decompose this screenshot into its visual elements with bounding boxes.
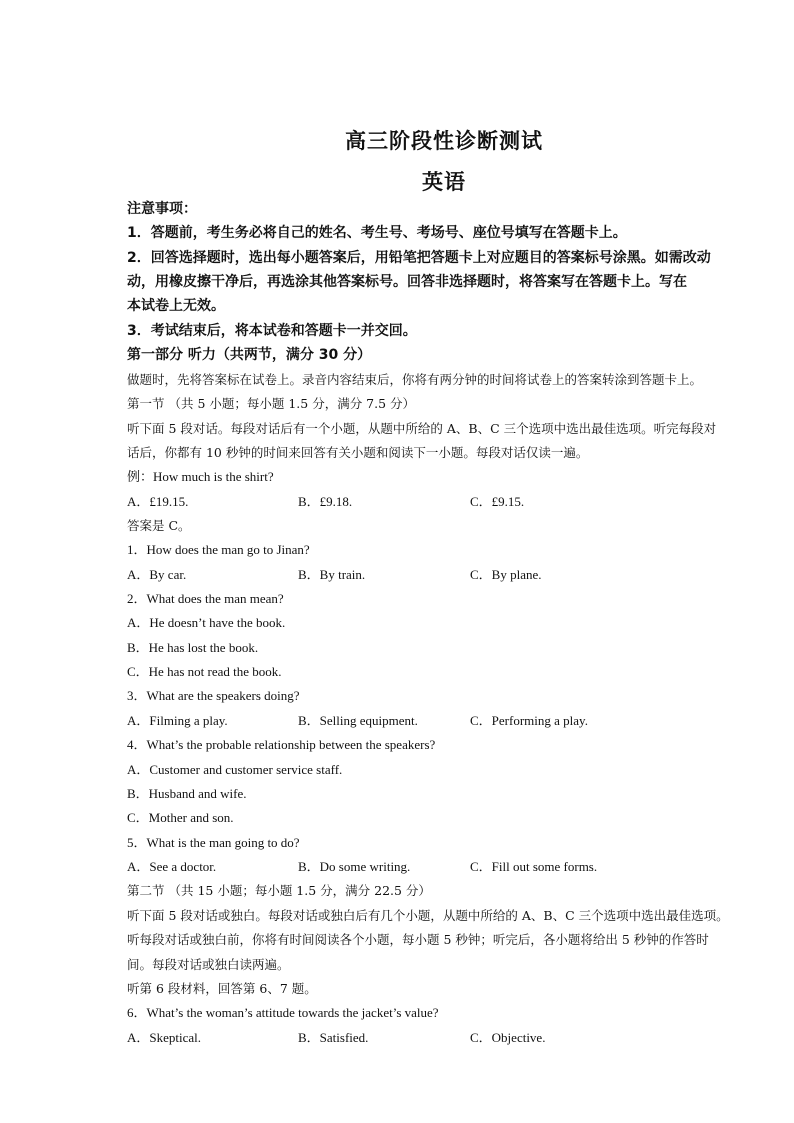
question-4: 4．What’s the probable relationship between the speakers? bbox=[127, 737, 436, 752]
q5-option-a: A．See a doctor. bbox=[127, 859, 217, 874]
section1-intro-cont: 话后，你都有 10 秒钟的时间来回答有关小题和阅读下一小题。每段对话仅读一遍。 bbox=[127, 445, 589, 460]
section2-intro-end: 间。每段对话或独白读两遍。 bbox=[127, 957, 290, 972]
q2-option-b: B．He has lost the book. bbox=[127, 640, 259, 655]
q6-option-a: A．Skeptical. bbox=[127, 1030, 202, 1045]
q4-option-c: C．Mother and son. bbox=[127, 810, 234, 825]
q1-option-a: A．By car. bbox=[127, 567, 187, 582]
q3-option-b: B．Selling equipment. bbox=[298, 713, 418, 728]
example-option-b: B．£9.18. bbox=[298, 494, 353, 509]
q2-option-c: C．He has not read the book. bbox=[127, 664, 282, 679]
notice-heading: 注意事项： bbox=[127, 201, 197, 217]
q3-option-c: C．Performing a play. bbox=[470, 713, 588, 728]
question-6: 6．What’s the woman’s attitude towards the jacket’s value? bbox=[127, 1005, 439, 1020]
q6-option-b: B．Satisfied. bbox=[298, 1030, 369, 1045]
example-question: 例：How much is the shirt? bbox=[127, 469, 274, 484]
q1-option-b: B．By train. bbox=[298, 567, 366, 582]
material-6-label: 听第 6 段材料，回答第 6、7 题。 bbox=[127, 981, 317, 996]
question-3: 3．What are the speakers doing? bbox=[127, 688, 300, 703]
q1-option-c: C．By plane. bbox=[470, 567, 542, 582]
section1-heading: 第一节 （共 5 小题；每小题 1.5 分，满分 7.5 分） bbox=[127, 396, 416, 411]
part1-heading: 第一部分 听力（共两节，满分 30 分） bbox=[127, 347, 372, 363]
section2-heading: 第二节 （共 15 小题；每小题 1.5 分，满分 22.5 分） bbox=[127, 883, 431, 898]
subject-title: 英语 bbox=[422, 170, 466, 194]
notice-item-2-end: 本试卷上无效。 bbox=[127, 298, 225, 314]
notice-item-2-cont: 动，用橡皮擦干净后，再选涂其他答案标号。回答非选择题时，将答案写在答题卡上。写在 bbox=[127, 274, 687, 290]
q5-option-b: B．Do some writing. bbox=[298, 859, 411, 874]
q4-option-a: A．Customer and customer service staff. bbox=[127, 762, 343, 777]
section2-intro-cont: 听每段对话或独白前，你将有时间阅读各个小题，每小题 5 秒钟；听完后，各小题将给出 5 秒钟的作答时 bbox=[127, 932, 709, 947]
q5-option-c: C．Fill out some forms. bbox=[470, 859, 598, 874]
q2-option-a: A．He doesn’t have the book. bbox=[127, 615, 286, 630]
part1-intro: 做题时，先将答案标在试卷上。录音内容结束后，你将有两分钟的时间将试卷上的答案转涂到答题卡上。 bbox=[127, 372, 703, 387]
section2-intro: 听下面 5 段对话或独白。每段对话或独白后有几个小题，从题中所给的 A、B、C 三个选项中选出最佳选项。 bbox=[127, 908, 729, 923]
q3-option-a: A．Filming a play. bbox=[127, 713, 228, 728]
question-5: 5．What is the man going to do? bbox=[127, 835, 300, 850]
notice-item-3: 3．考试结束后，将本试卷和答题卡一并交回。 bbox=[127, 323, 417, 339]
example-answer: 答案是 C。 bbox=[127, 518, 191, 533]
question-1: 1．How does the man go to Jinan? bbox=[127, 542, 310, 557]
section1-intro: 听下面 5 段对话。每段对话后有一个小题，从题中所给的 A、B、C 三个选项中选出最佳选项。听完每段对 bbox=[127, 421, 717, 436]
example-option-c: C．£9.15. bbox=[470, 494, 525, 509]
q6-option-c: C．Objective. bbox=[470, 1030, 546, 1045]
notice-item-1: 1．答题前，考生务必将自己的姓名、考生号、考场号、座位号填写在答题卡上。 bbox=[127, 225, 627, 241]
notice-item-2: 2．回答选择题时，选出每小题答案后，用铅笔把答题卡上对应题目的答案标号涂黑。如需改动 bbox=[127, 250, 711, 266]
q4-option-b: B．Husband and wife. bbox=[127, 786, 247, 801]
question-2: 2．What does the man mean? bbox=[127, 591, 284, 606]
example-option-a: A．£19.15. bbox=[127, 494, 189, 509]
page-title: 高三阶段性诊断测试 bbox=[345, 129, 543, 153]
